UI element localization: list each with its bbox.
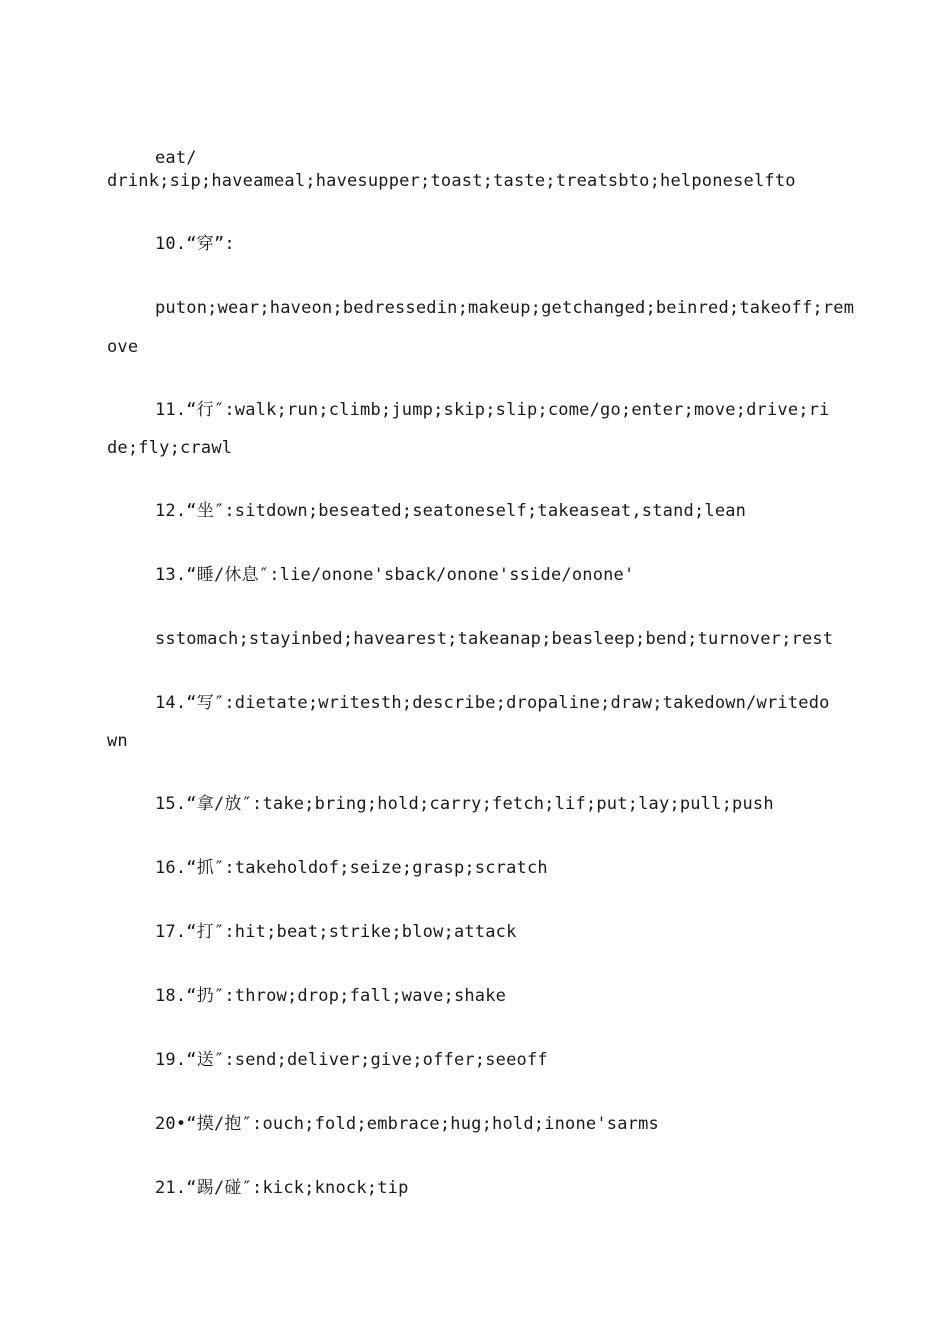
text-line: puton;wear;haveon;bedressedin;makeup;getchanged;beinred;takeoff;rem: [155, 298, 855, 318]
text-line: 11.“行″:walk;run;climb;jump;skip;slip;come/go;enter;move;drive;ri: [155, 400, 830, 420]
text-line: 18.“扔″:throw;drop;fall;wave;shake: [155, 986, 507, 1006]
text-line: sstomach;stayinbed;havearest;takeanap;beasleep;bend;turnover;rest: [155, 629, 834, 649]
text-line: ove: [107, 337, 139, 357]
text-line: 19.“送″:send;deliver;give;offer;seeoff: [155, 1050, 548, 1070]
text-line: 14.“写″:dietate;writesth;describe;dropaline;draw;takedown/writedo: [155, 693, 830, 713]
text-line: 10.“穿”:: [155, 234, 235, 254]
text-line: eat/: [155, 148, 197, 168]
text-line: 13.“睡/休息″:lie/onone'sback/onone'sside/onone': [155, 565, 635, 585]
text-line: drink;sip;haveameal;havesupper;toast;taste;treatsbto;helponeselfto: [107, 171, 796, 191]
text-line: 21.“踢/碰″:kick;knock;tip: [155, 1178, 409, 1198]
text-line: 16.“抓″:takeholdof;seize;grasp;scratch: [155, 858, 548, 878]
text-line: 17.“打″:hit;beat;strike;blow;attack: [155, 922, 517, 942]
text-line: 20•“摸/抱″:ouch;fold;embrace;hug;hold;inone'sarms: [155, 1114, 659, 1134]
text-line: wn: [107, 731, 128, 751]
text-line: de;fly;crawl: [107, 438, 233, 458]
text-line: 15.“拿/放″:take;bring;hold;carry;fetch;lif;put;lay;pull;push: [155, 794, 774, 814]
text-line: 12.“坐″:sitdown;beseated;seatoneself;takeaseat,stand;lean: [155, 501, 747, 521]
